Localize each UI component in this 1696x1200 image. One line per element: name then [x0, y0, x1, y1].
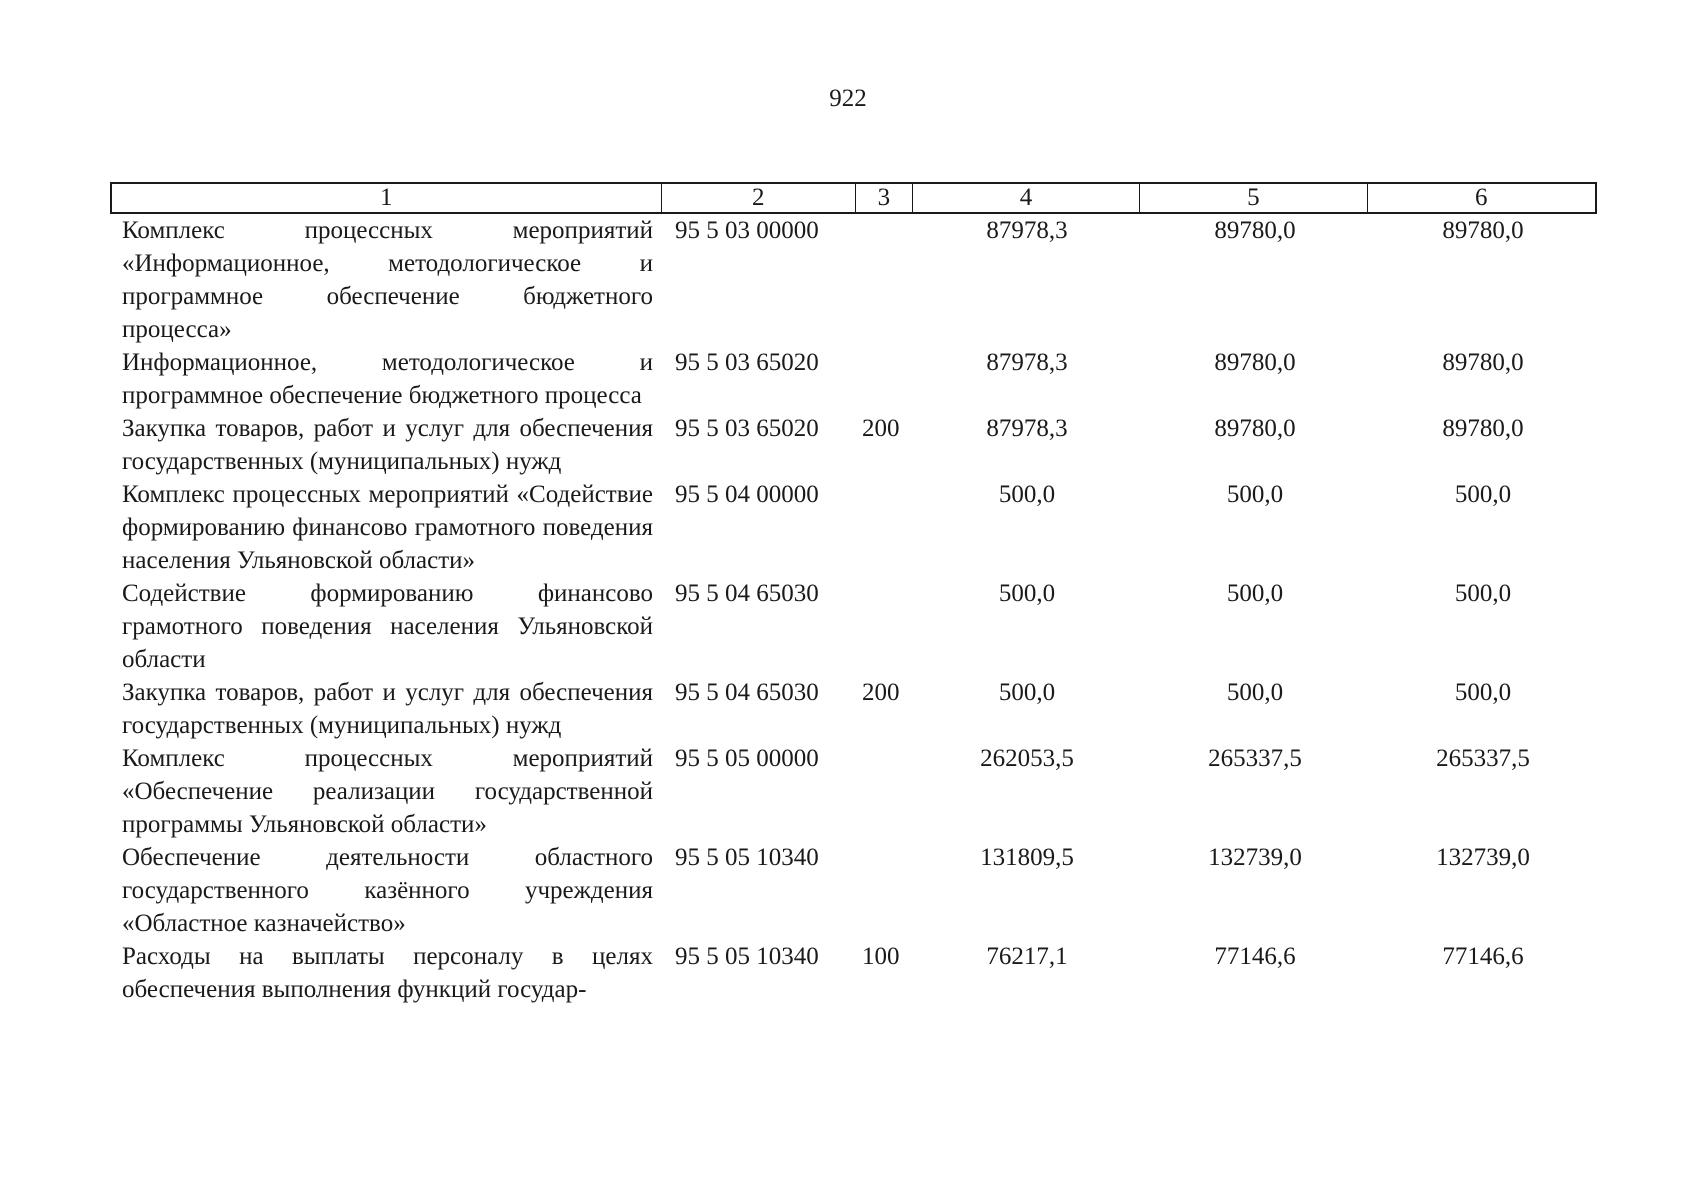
page-number: 922 [829, 85, 867, 112]
row-value-col4: 87978,3 [986, 415, 1068, 442]
row-value-col6: 500,0 [1454, 481, 1512, 508]
row-value-col6: 500,0 [1454, 679, 1512, 706]
row-code-cell: 95 5 03 65020 [675, 349, 819, 376]
row-value-col5: 500,0 [1226, 679, 1284, 706]
row-name-cell: Комплекс процессных мероприятий «Обеспечение реализации государственной программы Ульяновской области» [122, 745, 653, 838]
row-code-cell: 95 5 05 00000 [675, 745, 819, 772]
row-code-cell: 95 5 05 10340 [675, 943, 819, 970]
row-type-cell: 200 [862, 679, 900, 706]
header-col-4: 4 [913, 184, 1140, 212]
header-col-6: 6 [1475, 184, 1488, 211]
table-row [110, 940, 1597, 1006]
row-value-col4: 500,0 [998, 679, 1056, 706]
table-row [110, 841, 1597, 940]
row-value-col6: 265337,5 [1436, 745, 1530, 772]
row-value-col4: 500,0 [998, 481, 1056, 508]
row-name-cell: Содействие формированию финансово грамотного поведения населения Ульяновской области [122, 580, 653, 673]
row-value-col5: 500,0 [1226, 481, 1284, 508]
row-value-col5: 265337,5 [1208, 745, 1302, 772]
header-col-1: 1 [112, 184, 662, 212]
table-header-row [110, 182, 1597, 214]
row-code-cell: 95 5 03 65020 [675, 415, 819, 442]
row-value-col6: 500,0 [1454, 580, 1512, 607]
row-value-col4: 87978,3 [986, 349, 1068, 376]
table-row [110, 742, 1597, 841]
row-code-cell: 95 5 05 10340 [675, 844, 819, 871]
header-col-5: 5 [1140, 184, 1367, 212]
table-row [110, 214, 1597, 346]
row-value-col4: 131809,5 [980, 844, 1074, 871]
table-row [110, 676, 1597, 742]
header-col-3: 3 [856, 184, 913, 212]
table-row [110, 478, 1597, 577]
row-name-cell: Обеспечение деятельности областного государственного казённого учреждения «Областное казначейство» [122, 844, 653, 937]
row-code-cell: 95 5 03 00000 [675, 217, 819, 244]
row-value-col6: 89780,0 [1442, 349, 1524, 376]
row-code-cell: 95 5 04 00000 [675, 481, 819, 508]
table-row [110, 412, 1597, 478]
row-value-col5: 77146,6 [1214, 943, 1296, 970]
budget-table [110, 182, 1597, 1006]
row-value-col6: 77146,6 [1442, 943, 1524, 970]
row-value-col5: 89780,0 [1214, 415, 1296, 442]
row-name-cell: Расходы на выплаты персоналу в целях обеспечения выполнения функций государ- [122, 943, 653, 1003]
row-value-col6: 132739,0 [1436, 844, 1530, 871]
row-name-cell: Закупка товаров, работ и услуг для обеспечения государственных (муниципальных) нужд [122, 415, 653, 475]
row-code-cell: 95 5 04 65030 [675, 679, 819, 706]
row-name-cell: Информационное, методологическое и программное обеспечение бюджетного процесса [122, 349, 653, 409]
row-type-cell: 100 [862, 943, 900, 970]
row-name-cell: Комплекс процессных мероприятий «Информационное, методологическое и программное обеспечение бюджетного процесса» [122, 217, 653, 343]
row-type-cell: 200 [862, 415, 900, 442]
row-value-col6: 89780,0 [1442, 415, 1524, 442]
row-name-cell: Закупка товаров, работ и услуг для обеспечения государственных (муниципальных) нужд [122, 679, 653, 739]
table-body [110, 214, 1597, 1006]
table-row [110, 577, 1597, 676]
row-value-col5: 89780,0 [1214, 217, 1296, 244]
row-value-col4: 262053,5 [980, 745, 1074, 772]
row-value-col6: 89780,0 [1442, 217, 1524, 244]
row-value-col5: 89780,0 [1214, 349, 1296, 376]
row-name-cell: Комплекс процессных мероприятий «Содействие формированию финансово грамотного поведения населения Ульяновской области» [122, 481, 653, 574]
row-value-col5: 500,0 [1226, 580, 1284, 607]
row-value-col4: 76217,1 [986, 943, 1068, 970]
header-col-2: 2 [662, 184, 856, 212]
row-value-col4: 500,0 [998, 580, 1056, 607]
row-value-col4: 87978,3 [986, 217, 1068, 244]
row-code-cell: 95 5 04 65030 [675, 580, 819, 607]
row-value-col5: 132739,0 [1208, 844, 1302, 871]
table-row [110, 346, 1597, 412]
